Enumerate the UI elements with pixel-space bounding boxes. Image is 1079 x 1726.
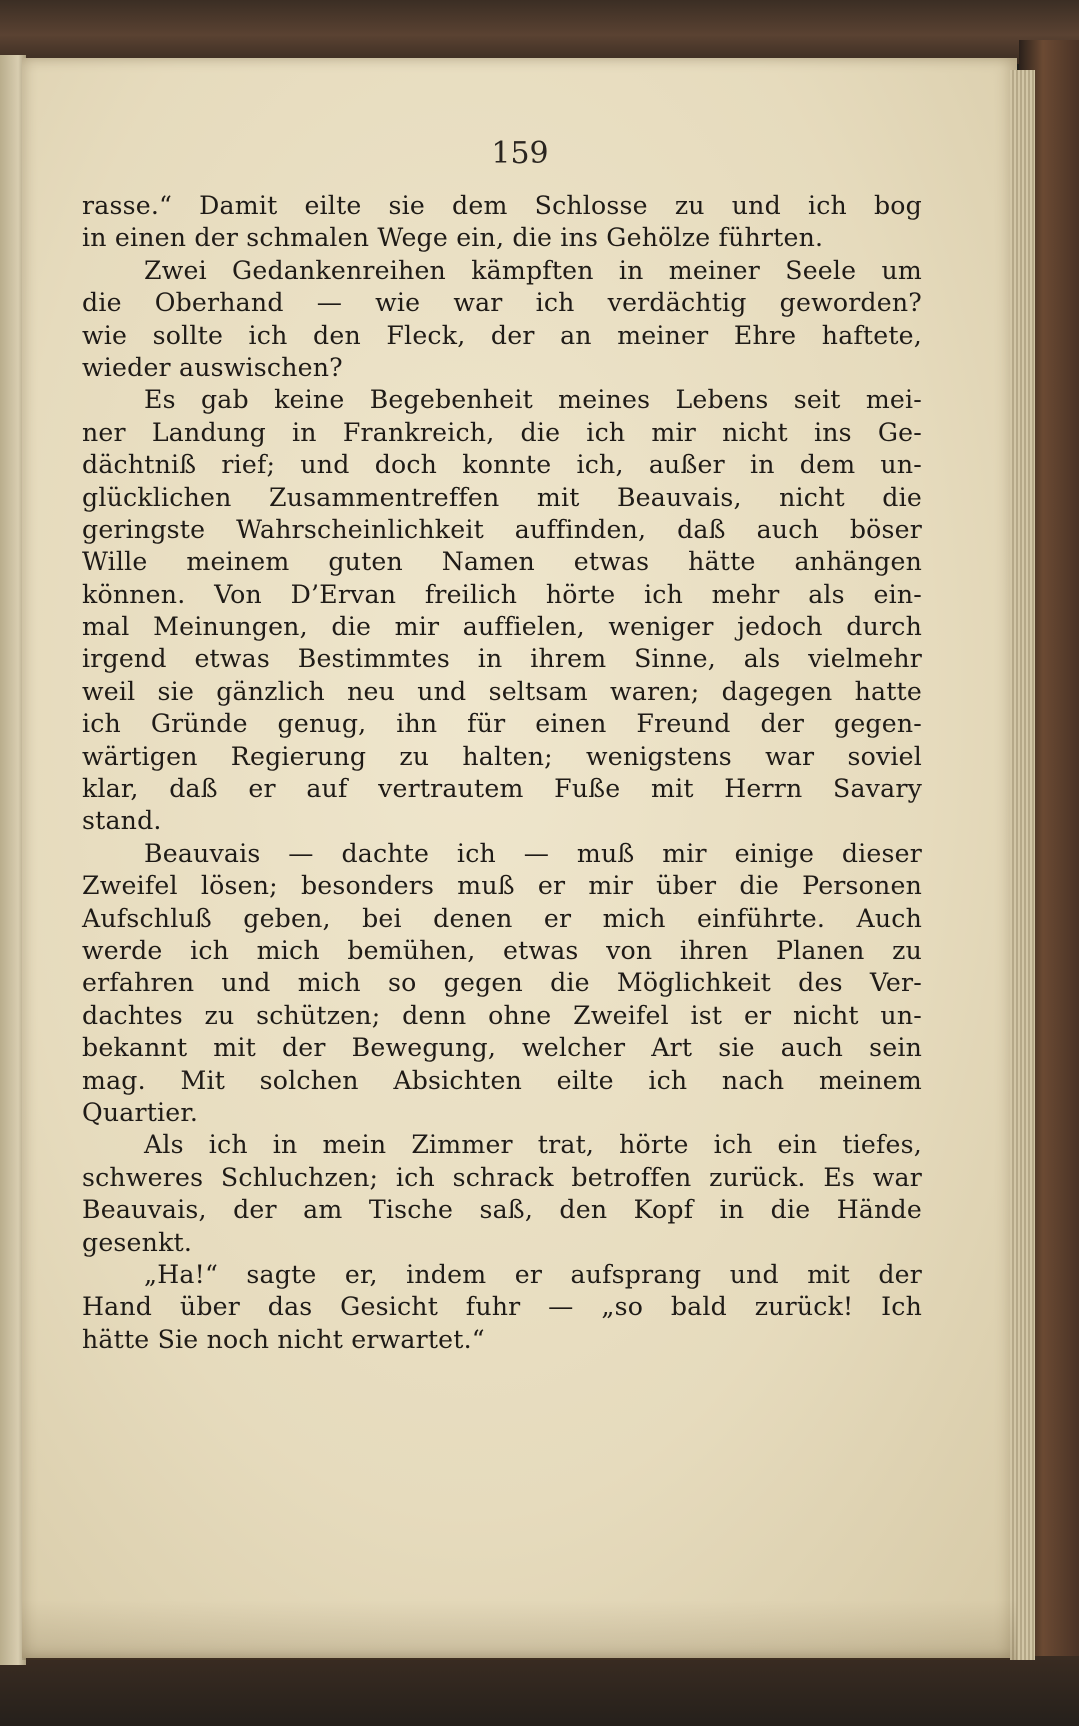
text-line: können. Von D’Ervan freilich hörte ich mehr als ein-	[82, 579, 922, 609]
body-text	[82, 190, 922, 1356]
text-line: Aufschluß geben, bei denen er mich einführte. Auch	[82, 903, 922, 933]
text-line: dächtniß rief; und doch konnte ich, außer in dem un-	[82, 450, 922, 480]
text-line: rasse.“ Damit eilte sie dem Schlosse zu und ich bog	[82, 191, 922, 220]
text-line: Als ich in mein Zimmer trat, hörte ich ein tiefes,	[144, 1130, 922, 1160]
text-line: Beauvais — dachte ich — muß mir einige dieser	[144, 838, 922, 868]
text-line: stand.	[82, 806, 162, 836]
text-line: wärtigen Regierung zu halten; wenigstens war soviel	[82, 741, 922, 771]
text-line: erfahren und mich so gegen die Möglichkeit des Ver-	[82, 968, 922, 998]
text-line: bekannt mit der Bewegung, welcher Art sie auch sein	[82, 1033, 922, 1063]
text-line: die Oberhand — wie war ich verdächtig geworden?	[82, 288, 922, 318]
text-line: weil sie gänzlich neu und seltsam waren; dagegen hatte	[82, 676, 922, 706]
book-cover-top-edge	[0, 0, 1079, 64]
text-line: mal Meinungen, die mir auffielen, weniger jedoch durch	[82, 612, 922, 642]
page-bottom-shadow	[22, 1600, 1017, 1660]
text-line: irgend etwas Bestimmtes in ihrem Sinne, als vielmehr	[82, 644, 922, 674]
book-cover-bottom-edge	[0, 1656, 1079, 1726]
text-line: gesenkt.	[82, 1227, 193, 1257]
text-line: hätte Sie noch nicht erwartet.“	[82, 1324, 485, 1354]
text-line: ich Gründe genug, ihn für einen Freund der gegen-	[82, 709, 922, 739]
text-line: geringste Wahrscheinlichkeit auffinden, daß auch böser	[82, 514, 922, 544]
text-line: Quartier.	[82, 1097, 199, 1127]
text-line: wie sollte ich den Fleck, der an meiner Ehre haftete,	[82, 320, 922, 350]
text-line: „Ha!“ sagte er, indem er aufsprang und mit der	[144, 1259, 922, 1289]
text-line: dachtes zu schützen; denn ohne Zweifel ist er nicht un-	[82, 1000, 922, 1030]
text-line: Hand über das Gesicht fuhr — „so bald zurück! Ich	[82, 1292, 922, 1322]
page-number: 159	[491, 136, 549, 171]
text-line: schweres Schluchzen; ich schrack betroffen zurück. Es war	[82, 1162, 922, 1192]
page-stack-edge	[1010, 70, 1035, 1660]
text-line: Zwei Gedankenreihen kämpften in meiner Seele um	[144, 255, 922, 285]
text-line: Es gab keine Begebenheit meines Lebens seit mei-	[144, 385, 922, 415]
text-line: mag. Mit solchen Absichten eilte ich nach meinem	[82, 1065, 922, 1095]
text-line: wieder auswischen?	[82, 352, 343, 382]
text-line: ner Landung in Frankreich, die ich mir nicht ins Ge-	[82, 417, 922, 447]
text-line: klar, daß er auf vertrautem Fuße mit Herrn Savary	[82, 774, 922, 804]
text-line: werde ich mich bemühen, etwas von ihren Planen zu	[82, 935, 922, 965]
text-line: Wille meinem guten Namen etwas hätte anhängen	[82, 547, 922, 577]
text-line: Zweifel lösen; besonders muß er mir über die Personen	[82, 871, 922, 901]
text-line: in einen der schmalen Wege ein, die ins Gehölze führten.	[82, 223, 824, 253]
text-line: glücklichen Zusammentreffen mit Beauvais, nicht die	[82, 482, 922, 512]
text-line: Beauvais, der am Tische saß, den Kopf in die Hände	[82, 1195, 922, 1225]
